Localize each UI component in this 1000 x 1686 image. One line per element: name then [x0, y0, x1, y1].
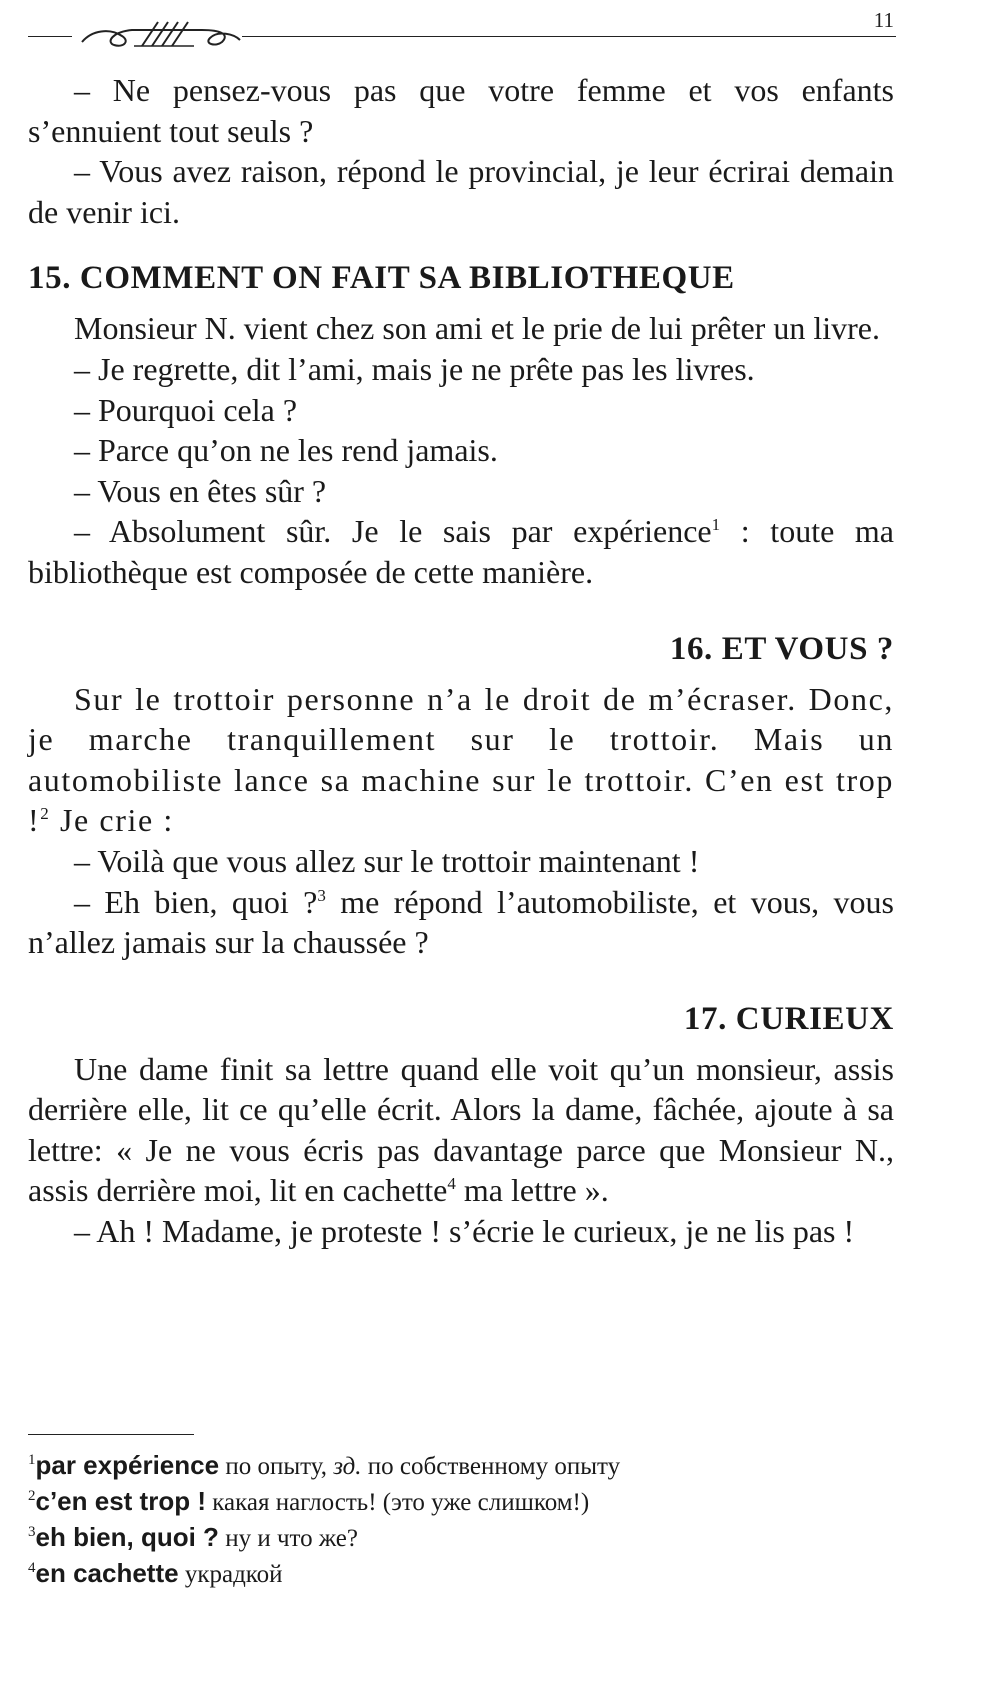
footnote-term: eh bien, quoi ?: [35, 1522, 219, 1552]
footnote-abbreviation: зд.: [333, 1453, 362, 1480]
footnote-translation: украдкой: [178, 1561, 283, 1588]
flourish-ornament-icon: [72, 12, 242, 52]
footnote-term: par expérience: [35, 1450, 220, 1480]
story-17-paragraph-2: – Ah ! Madame, je proteste ! s’écrie le curieux, je ne lis pas !: [74, 1213, 855, 1250]
footnote-translation: по опыту,: [219, 1453, 334, 1480]
story-17-paragraph-1: [28, 1049, 894, 1211]
intro-paragraph-1: – Ne pensez-vous pas que votre femme et vos enfants s’ennuient tout seuls ?: [28, 72, 894, 149]
footnote-ref-4: 4: [447, 1174, 456, 1194]
footnote-translation-continued: по собственному опыту: [361, 1453, 621, 1480]
story-15-paragraph-1: Monsieur N. vient chez son ami et le prie de lui prêter un livre.: [74, 310, 880, 347]
story-16-text: me répond l’automobiliste, et vous, vous n’allez jamais sur la chaussée ?: [28, 883, 894, 961]
footnote-number: 1: [28, 1452, 36, 1468]
intro-paragraph-2: – Vous avez raison, répond le provincial, je leur écrirai demain de venir ici.: [28, 153, 894, 230]
story-16-paragraph-3: [28, 882, 894, 963]
footnote-3: [28, 1520, 894, 1556]
story-15-paragraph-6: [28, 511, 894, 592]
footnote-1: [28, 1448, 894, 1484]
footnote-2: [28, 1484, 894, 1520]
story-15-title: 15. COMMENT ON FAIT SA BIBLIOTHEQUE: [28, 260, 735, 297]
footnote-ref-2: 2: [40, 804, 51, 824]
footnote-ref-3: 3: [317, 885, 326, 905]
footnote-number: 2: [28, 1488, 36, 1504]
main-text: [28, 70, 894, 1252]
footnote-ref-1: 1: [711, 515, 721, 535]
story-15-text: : toute ma bibliothèque est composée de cette manière.: [28, 513, 895, 590]
story-16-text: – Eh bien, quoi ?: [74, 883, 318, 920]
footnote-number: 3: [28, 1524, 36, 1540]
footnote-term: en cachette: [35, 1558, 179, 1588]
story-15-paragraph-4: – Parce qu’on ne les rend jamais.: [74, 432, 498, 469]
story-16-text: Je crie :: [50, 802, 174, 839]
story-15-paragraph-5: – Vous en êtes sûr ?: [74, 472, 327, 509]
story-15-paragraph-3: – Pourquoi cela ?: [74, 391, 298, 428]
story-16-paragraph-1: [28, 679, 894, 841]
story-16-title: 16. ET VOUS ?: [669, 630, 894, 667]
story-17-text: ma lettre ».: [455, 1172, 609, 1209]
story-15-text: – Absolument sûr. Je le sais par expérience: [74, 513, 712, 550]
story-17-text: Une dame finit sa lettre quand elle voit qu’un monsieur, assis derrière elle, lit ce qu’elle écrit. Alors la dame, fâchée, ajoute à sa lettre: « Je ne vous écris pas davantage parce que Monsieur N., assis derrière moi, lit en cachette: [28, 1050, 894, 1209]
footnote-4: [28, 1556, 894, 1592]
page-header: [28, 6, 896, 46]
story-15-paragraph-2: – Je regrette, dit l’ami, mais je ne prête pas les livres.: [74, 350, 755, 387]
footnotes: [28, 1448, 894, 1592]
story-17-title: 17. CURIEUX: [683, 1000, 894, 1037]
page-number: 11: [873, 8, 894, 32]
footnote-divider: [28, 1434, 194, 1435]
story-16-paragraph-2: – Voilà que vous allez sur le trottoir maintenant !: [74, 842, 700, 879]
footnote-number: 4: [28, 1560, 36, 1576]
footnote-translation: ну и что же?: [218, 1525, 358, 1552]
footnote-translation: какая наглость! (это уже слишком!): [205, 1489, 590, 1516]
footnote-term: c’en est trop !: [35, 1486, 206, 1516]
story-16-text: Sur le trottoir personne n’a le droit de m’écraser. Donc, je marche tranquillement sur le trottoir. Mais un automobiliste lance sa machine sur le trottoir. C’en est trop !: [28, 680, 894, 839]
